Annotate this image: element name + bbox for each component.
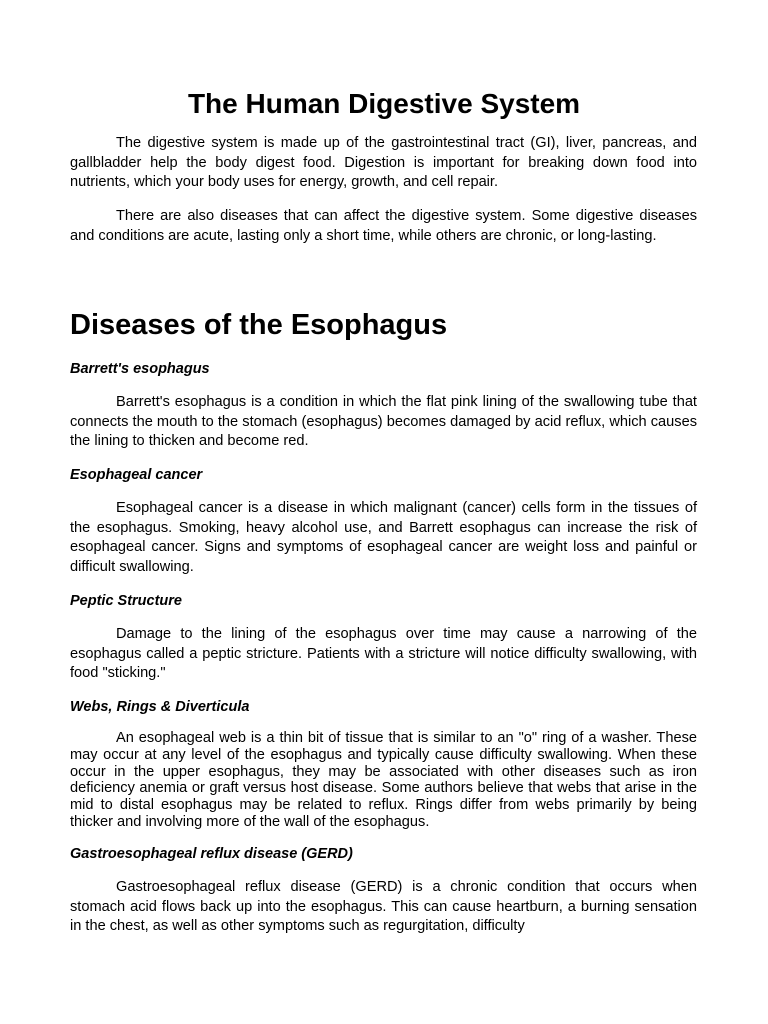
disease-heading-webs-rings: Webs, Rings & Diverticula (70, 699, 250, 715)
disease-text-gerd: Gastroesophageal reflux disease (GERD) is a chronic condition that occurs when stomach acid flows back up into the esophagus. This can cause heartburn, a burning sensation in the chest, as well as other symptoms such as regurgitation, difficulty (70, 879, 697, 934)
disease-heading-barretts: Barrett's esophagus (70, 361, 210, 377)
disease-heading-esophageal-cancer: Esophageal cancer (70, 467, 203, 483)
disease-text-peptic-structure: Damage to the lining of the esophagus over time may cause a narrowing of the esophagus called a peptic stricture. Patients with a stricture will notice difficulty swallowing, with food "sticking." (70, 626, 697, 681)
document-title: The Human Digestive System (187, 88, 581, 119)
section-heading: Diseases of the Esophagus (70, 309, 448, 341)
disease-text-esophageal-cancer: Esophageal cancer is a disease in which malignant (cancer) cells form in the tissues of the esophagus. Smoking, heavy alcohol use, and Barrett esophagus can increase the risk of esophageal cancer. Signs and symptoms of esophageal cancer are weight loss and painful or difficult swallowing. (70, 500, 697, 575)
disease-text-webs-rings: An esophageal web is a thin bit of tissue that is similar to an "o" ring of a washer. These may occur at any level of the esophagus and typically cause difficulty swallowing. When these occur in the upper esophagus, they may be associated with other diseases such as iron deficiency anemia or graft versus host disease. Some authors believe that webs that arise in the mid to distal esophagus may be related to reflux. Rings differ from webs primarily by being thicker and involving more of the wall of the esophagus. (70, 730, 697, 830)
disease-heading-peptic-structure: Peptic Structure (70, 593, 182, 609)
disease-heading-gerd: Gastroesophageal reflux disease (GERD) (70, 846, 353, 862)
disease-text-barretts: Barrett's esophagus is a condition in which the flat pink lining of the swallowing tube that connects the mouth to the stomach (esophagus) becomes damaged by acid reflux, which causes the lining to thicken and become red. (70, 394, 697, 449)
intro-paragraph-2: There are also diseases that can affect the digestive system. Some digestive diseases and conditions are acute, lasting only a short time, while others are chronic, or long-lasting. (70, 208, 697, 244)
intro-paragraph-1: The digestive system is made up of the gastrointestinal tract (GI), liver, pancreas, and gallbladder help the body digest food. Digestion is important for breaking down food into nutrients, which your body uses for energy, growth, and cell repair. (70, 135, 697, 190)
